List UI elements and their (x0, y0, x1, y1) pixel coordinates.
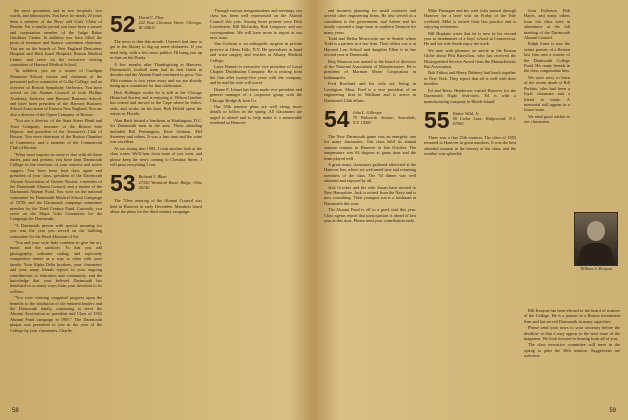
portrait-shoulders (579, 243, 613, 265)
paragraph: "You were winning congenial progress upon the benefits to the institution of the eminent leaders and the Dartmouth family, continuing to serve the Alumni Association as president and Class of 1952 Alumni Fund campaign in 1985." The Dartmouth plaque was presented to you in the year of the College by your classmates, Charlie. (10, 295, 102, 333)
class-header (424, 107, 516, 131)
secretary-name: Richard J. Blum (138, 174, 167, 180)
class-year-number: 55 (424, 106, 450, 131)
class-year-number: 52 (110, 11, 136, 35)
right-page (316, 0, 628, 420)
paragraph: There was a fine 25th reunion. The class of 1955 returned to Hanover in great numbers. It was the best attended reunion in the history of the class, and the weather was splendid. (424, 134, 516, 157)
paragraph: We note with pleasure an article in the Boston Globe about Phil Knowlton, who has received the Distinguished Service Award from the Massachusetts Bar Association. (424, 47, 516, 70)
paragraph: Mike Finnegan and his wife Julia passed through Hanover for a brief visit on Friday of the Yale weekend. Mike is retired from law practice and is enjoying retirement. (424, 8, 516, 30)
paragraph: "In addition, you are a trustee of Cardigan Mountain School, trustee and chairman of the personnel policy committee of Colby College, and an overseer of Boston Symphony Orchestra. You have served on the Alumni Council of both Phillips Academy, Andover, and Harvard Business School, and have been president of the Harvard Business School Association of Eastern New England. You are also a director of the Opera Company of Boston. (10, 68, 102, 117)
paragraph: Joan Fullerton, Bob Hayes, and many others from our class were in attendance at the fall meeting of the Dartmouth Alumni Council. (524, 8, 570, 41)
paragraph: "You are a director of the State Street Bank and Trust Company, treasurer of the Boston Safe Deposit, and president of the Treasurer's Club of Boston. You were chairman of the Boston Chamber of Commerce, and a member of the Commercial Club of Boston. (10, 118, 102, 151)
paragraph: Deane F. Linnet has been made vice president and general manager of a corporate group with the Chicago Bridge & Iron Co. (210, 86, 302, 103)
column-text-wrap (524, 8, 570, 125)
class-year-number: 53 (110, 170, 136, 195)
paragraph: Todd and Helen Moscowitz are in Seattle where Todd is a partner in a law firm. Their oldest son is at Harvard Law School and daughter Ellen is in her second year at Dartmouth. (324, 36, 416, 58)
secretary-address: 79 Walworth Avenue, Scarsdale, N.Y. 10583 (352, 115, 416, 126)
photo-caption: William S. Kenyon (580, 266, 612, 271)
paragraph: The class executive committee will meet in the spring to plan the 30th reunion. Suggestions are welcome. (524, 342, 620, 359)
paragraph: Ralph Jones is now the senior partner of a Boston law firm and a trustee of the Dartmouth College Fund. His many friends in the class congratulate him. (524, 41, 570, 74)
paragraph: Van Cochran is an orthopedic surgeon in private practice at Glens Falls, N.Y. He specializes in hand and wrist surgery and teaches at Albany Medical College. (210, 41, 302, 63)
paragraph: Ed and Betsy Henderson visited Hanover for the Dartmouth Night festivities. Ed is with a manufacturing company in Rhode Island. (424, 87, 516, 104)
paragraph: Brig Marmon was named to the board of directors of the National Association of Manufacturers. He is president of Marmon Motor Corporation in Indianapolis. (324, 58, 416, 80)
secretary-name: Walter Wild, Jr. (452, 110, 480, 116)
paragraph: The New Dartmouth game was an energetic one for many classmates. Our class held its annual autumn reunion in Hanover in late October. The temperature was 64 degrees at game time and the team played well. (324, 133, 416, 161)
paragraph: We were sorry to learn of the recent death of Bill Perkins, who had been a loyal classmate and a friend to many. A memorial will appear in a future issue. (524, 74, 570, 113)
paragraph: Bob Fulton and Henry Delaney had lunch together in New York. They report that all is well with their families. (424, 70, 516, 87)
paragraph: A few months after Thanksgiving at Hanover, Dartmouth's football team had its best finish in decades and the Alumni Fund continued to grow. Our 35th reunion is two years away and we are already lining up a committee for that celebration. (110, 61, 202, 89)
left-column-3 (210, 8, 302, 398)
secretary-name: David C. Flint (138, 15, 164, 20)
secretary-address: 222 East Chestnut Street, Chicago, Ill. 60611 (138, 20, 202, 31)
paragraph: "You and your wife Judy combine to give the art, music and the outdoors. To that you add photography, saltwater sailing, and especially competitive tennis as a way to relax with your family. Your Alpha Delta brothers, your classmates and your many friends rejoice in your ongoing contributions to education and community, and the knowledge that your beloved Dartmouth has benefited in so many ways from your devotion to its welfare. (10, 240, 102, 294)
class-year-number: 54 (324, 105, 350, 130)
paragraph: and business planning for small contracts and several other engineering firms. He also served as a consultant to the government, and Arlene and his family operated a large farm in southern Vermont for many years. (324, 8, 416, 35)
paragraph: The news is thin this month. I haven't had time to get to the library to dig up some obituaries. If you need help, with a few more publics I'll bring you up to date on the Ducks. (110, 39, 202, 61)
paragraph: The Alumni Fund is off to a good start this year. Class agents report that participation is ahead of last year at this time. Please send your contribution early. (324, 207, 416, 223)
paragraph: Dick Hollinger writes he is still at the Chicago Historical Society and is enjoying it. Wilson Gardner has retired and moved to the Cape where he fishes, sails, and works on his boat. Bob Fifield spent the winter in Florida. (110, 89, 202, 117)
paragraph: Please send your news to your secretary before the deadline so that it may appear in the next issue of the magazine. We look forward to hearing from all of you. (524, 325, 620, 342)
paragraph: Bill Hopkins wrote that he is now in his second year as headmaster of a boys' school in Connecticut. He and his wife Sarah enjoy the work. (424, 30, 516, 47)
class-header (110, 11, 202, 35)
paragraph: Larry Barnett is executive vice president of Local Chapter Distribution Company. He is retiring from the firm after twenty-five years with the company, and he and his wife will travel. (210, 64, 302, 86)
paragraph: Our 35th reunion plans are well along; more details to follow in the spring. All classmates are urged to attend and to help make it a memorable weekend in Hanover. (210, 103, 302, 126)
right-column-3 (524, 8, 620, 398)
paragraph: Through various reorganizations and meetings, our class has been well represented on the Alumni Council this year. Among those present were Dick Lowenstein, Bill McCarthy, Bob Longacre, and our correspondent. We will have more to report in our next issue. (210, 8, 302, 41)
class-header (110, 170, 202, 194)
paragraph: Fred Rowland and his wife are living in Lexington, Mass. Fred is a vice president of an engineering firm in Waltham and is active in Dartmouth Club affairs. (324, 81, 416, 103)
paragraph: "What most inspires us most is that with all these duties, past and present, you have kept Dartmouth College in the forefront of your interest and active support. You have been lead class agent and president of your class, president of the Dartmouth Alumni Association of Greater Boston, a member of the Dartmouth Alumni Council, and a trustee of the Dartmouth Alumni Fund. You were on the national committee for Dartmouth Medical School Campaign of 1970s and the Dartmouth campaign committee member for the Third Century Fund. Currently, you serve on the Major Gifts Committee for the Campaign for Dartmouth. (10, 151, 102, 222)
paragraph: Bill Kenyon has been elected to the board of trustees of the College. He is a partner in a Boston investment firm and has served Dartmouth in many capacities. (524, 308, 620, 324)
column-text-below-photo (524, 308, 620, 360)
right-column-2 (424, 8, 516, 398)
left-column-2 (110, 8, 202, 398)
page-number: 59 (609, 408, 616, 414)
paragraph: As we swung into 1985, I took another look at the class roster. We'll hear from more of you soon, and please keep the news coming to Chestnut Street. I will print everything I can. (110, 145, 202, 167)
right-column-1 (324, 8, 416, 398)
left-page (0, 0, 312, 420)
paragraph: Jack Crocker and his wife Susan have moved to New Hampshire. Jack is retired from the Navy and is now consulting. Their youngest son is a freshman at Dartmouth this year. (324, 184, 416, 206)
paragraph: The '53ers meeting of the Alumni Council was held in Hanover in early December. Members heard about the plans for the third century campaign. (110, 198, 202, 215)
paragraph: A great many classmates gathered afterward at the Hanover Inn, where we welcomed new and returning members of the class. The '54 dinner was well attended and enjoyed by all. (324, 161, 416, 184)
paragraph: "A Dartmouth person with special meaning for you was the year you served on the building committee for the Hood Museum of Art. (10, 222, 102, 239)
class-header (324, 106, 416, 130)
portrait-photo (574, 212, 618, 266)
page-number: 58 (12, 408, 19, 414)
secretary-address: 90 Cedar Lane, Ridgewood, N.J. 07450 (452, 116, 516, 127)
left-column-1 (10, 8, 102, 398)
secretary-address: 27350 Westland Road, Ridge, Ohio 44140 (138, 179, 202, 190)
paragraph: We send good wishes to our classmates. (524, 113, 570, 125)
paragraph: Alan Beck hosted a luncheon in Washington, D.C. for Dartmouth men in the area. Those attending included Bill Pennington, Dave Gelman, Mel Sweeney and others. It was a fine time and the wine was excellent. (110, 117, 202, 145)
paragraph: the most prominent and in two hospitals, two wards, and laboratories. You have for nearly 20 years been a member of the Boys' and Girls' Clubs of Boston. For a similar period you have been a trustee and corporation member of the Judge Baker Guidance Center. In addition you have filled the posts of treasurer and finance committee chairman. You are on the boards of New England Deaconess Hospital and Beth Israel Hospital, Boston Medical Center, and serve on the executive visiting committee of Harvard Medical School. (10, 8, 102, 68)
portrait-head (587, 221, 605, 241)
secretary-name: John L. Gillespie (352, 109, 383, 115)
